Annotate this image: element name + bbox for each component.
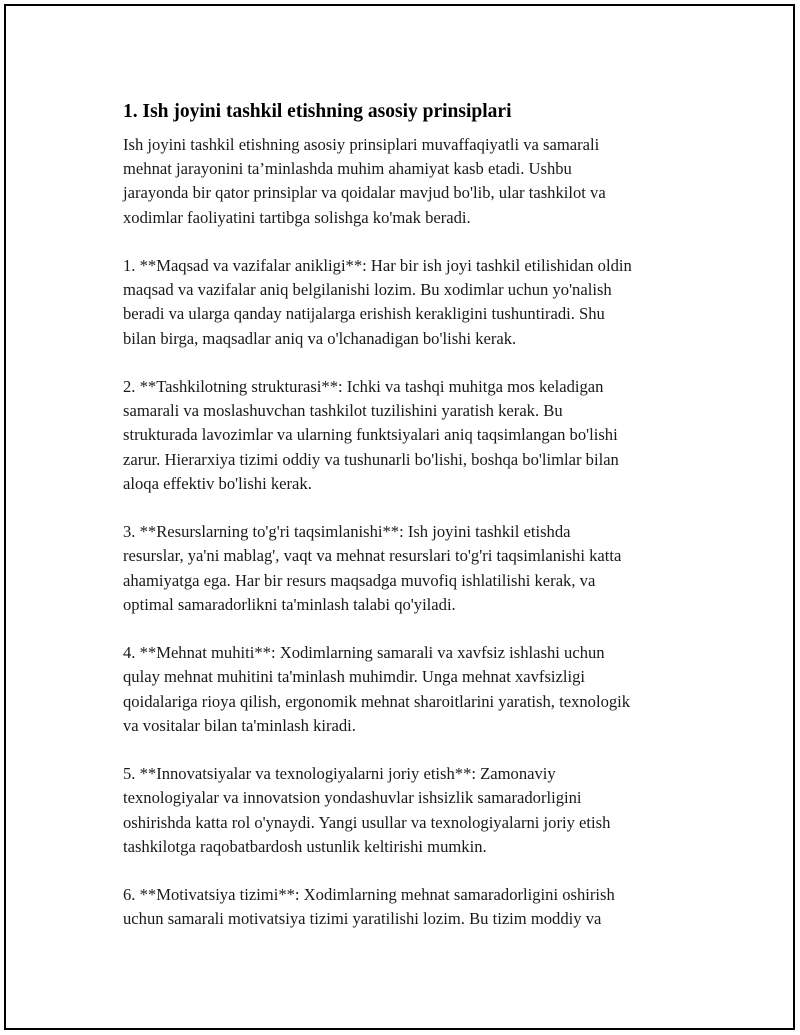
document-title: 1. Ish joyini tashkil etishning asosiy prinsiplari bbox=[123, 101, 512, 122]
principle-paragraph-4: 4. **Mehnat muhiti**: Xodimlarning samarali va xavfsiz ishlashi uchun qulay mehnat muhitini ta'minlash muhimdir. Unga mehnat xavfsizligi qoidalariga rioya qilish, ergonomik mehnat sharoitlarini yaratish, texnologik va vositalar bilan ta'minlash kiradi. bbox=[123, 643, 631, 735]
page-frame bbox=[4, 4, 795, 1030]
principle-paragraph-6: 6. **Motivatsiya tizimi**: Xodimlarning mehnat samaradorligini oshirish uchun samarali motivatsiya tizimi yaratilishi lozim. Bu tizim moddiy va bbox=[123, 885, 615, 929]
principle-paragraph-2: 2. **Tashkilotning strukturasi**: Ichki va tashqi muhitga mos keladigan samarali va moslashuvchan tashkilot tuzilishini yaratish kerak. Bu strukturada lavozimlar va ularning funktsiyalari aniq taqsimlangan bo'lishi zarur. Hierarxiya tizimi oddiy va tushunarli bo'lishi, boshqa bo'limlar bilan aloqa effektiv bo'lishi kerak. bbox=[123, 377, 619, 493]
principle-paragraph-3: 3. **Resurslarning to'g'ri taqsimlanishi**: Ish joyini tashkil etishda resurslar, ya'ni mablag', vaqt va mehnat resurslari to'g'ri taqsimlanishi katta ahamiyatga ega. Har bir resurs maqsadga muvofiq ishlatilishi kerak, va optimal samaradorlikni ta'minlash talabi qo'yiladi. bbox=[123, 522, 622, 614]
principle-paragraph-1: 1. **Maqsad va vazifalar anikligi**: Har bir ish joyi tashkil etilishidan oldin maqsad va vazifalar aniq belgilanishi lozim. Bu xodimlar uchun yo'nalish beradi va ularga qanday natijalarga erishish kerakligini tushuntiradi. Shu bilan birga, maqsadlar aniq va o'lchanadigan bo'lishi kerak. bbox=[123, 256, 632, 348]
intro-paragraph: Ish joyini tashkil etishning asosiy prinsiplari muvaffaqiyatli va samarali mehnat jarayonini ta’minlashda muhim ahamiyat kasb etadi. Ushbu jarayonda bir qator prinsiplar va qoidalar mavjud bo'lib, ular tashkilot va xodimlar faoliyatini tartibga solishga ko'mak beradi. bbox=[123, 135, 606, 227]
document-body bbox=[123, 99, 693, 956]
principle-paragraph-5: 5. **Innovatsiyalar va texnologiyalarni joriy etish**: Zamonaviy texnologiyalar va innovatsion yondashuvlar ishsizlik samaradorligini oshirishda katta rol o'ynaydi. Yangi usullar va texnologiyalarni joriy etish tashkilotga raqobatbardosh ustunlik keltirishi mumkin. bbox=[123, 764, 611, 856]
